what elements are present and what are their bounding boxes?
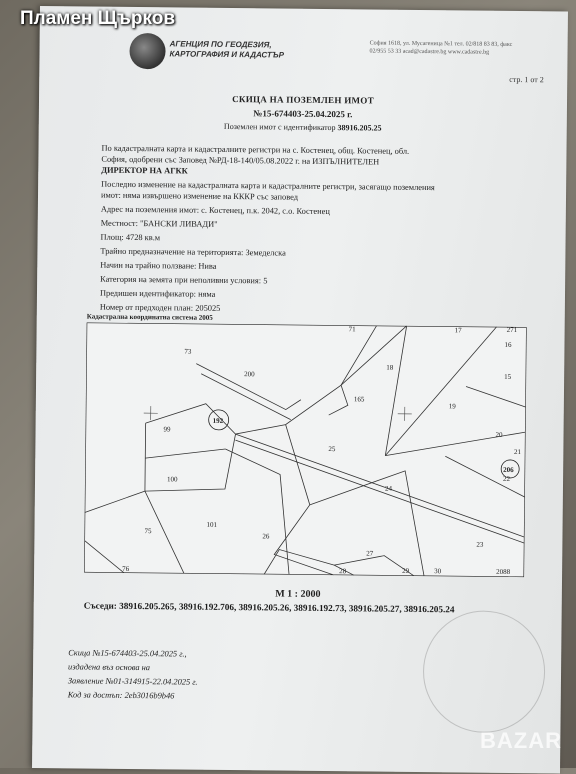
map-label: 2088 [496, 568, 511, 576]
usage-line: Начин на трайно ползване: Нива [100, 260, 520, 275]
footer-line: издадена въз основа на [68, 662, 150, 672]
map-label: 29 [402, 567, 410, 575]
text-line: Последно изменение на кадастралната карта и кадастралните регистри, засягащо поземления [101, 179, 521, 194]
locality-line: Местност: "БАНСКИ ЛИВАДИ" [101, 218, 521, 233]
map-label: 23 [476, 541, 484, 549]
map-label: 24 [385, 485, 393, 493]
text-line: София, одобрени със Заповед №РД-18-140/05.08.2022 г. на ИЗПЪЛНИТЕЛЕН [101, 154, 521, 169]
map-label: 16 [504, 341, 512, 349]
address-line: Адрес на поземления имот: с. Костенец, п.к. 2042, с.о. Костенец [101, 204, 521, 219]
map-label: 100 [167, 475, 178, 483]
footer-line: Скица №15-674403-25.04.2025 г., [68, 648, 186, 658]
property-id-value: 38916.205.25 [337, 123, 381, 132]
map-title: Кадастрална координатна система 2005 [87, 313, 213, 322]
text-line: имот: няма извършено изменение на КККР със заповед [101, 190, 521, 205]
map-label: 15 [504, 373, 512, 381]
map-label: 26 [262, 532, 270, 540]
map-label: 101 [207, 521, 218, 529]
footer-line: Заявление №01-314915-22.04.2025 г. [68, 676, 198, 686]
map-label: 18 [386, 364, 394, 372]
map-label: 73 [184, 348, 192, 356]
previous-id-line: Предишен идентификатор: няма [100, 288, 520, 303]
map-label: 192 [213, 417, 224, 425]
map-scale: М 1 : 2000 [34, 586, 562, 603]
map-label: 76 [122, 565, 130, 573]
map-label: 75 [144, 527, 152, 535]
map-label: 22 [503, 475, 511, 483]
neighbours-line: Съседи: 38916.205.265, 38916.192.706, 38916.205.26, 38916.192.73, 38916.205.27, 38916.205.24 [84, 600, 554, 615]
watermark-logo: BAZAR [480, 728, 562, 754]
agency-contacts: София 1618, ул. Мусагеница №1 тел. 02/818 83 83, факс 02/955 53 33 acad@cadastre.bg www.cadastre.bg [370, 39, 530, 57]
map-label: 165 [354, 395, 365, 403]
map-label: 27 [366, 549, 374, 557]
map-label: 25 [328, 445, 336, 453]
cadastral-map [84, 323, 527, 578]
category-line: Категория на земята при неполивни условия: 5 [100, 274, 520, 289]
document-number: №15-674403-25.04.2025 г. [39, 106, 567, 122]
area-line: Площ: 4728 кв.м [101, 232, 521, 247]
map-label: 30 [434, 567, 442, 575]
document-title: СКИЦА НА ПОЗЕМЛЕН ИМОТ [39, 92, 567, 108]
stamp-circle [422, 610, 545, 733]
map-label: 71 [349, 325, 357, 333]
map-label: 271 [507, 326, 518, 334]
access-code-line: Код за достъп: 2eb3016b9b46 [68, 690, 175, 700]
map-label: 19 [449, 402, 457, 410]
document-paper [32, 6, 568, 773]
map-label: 28 [339, 567, 347, 575]
text-line: ДИРЕКТОР НА АГКК [101, 165, 521, 180]
agency-logo [129, 33, 165, 69]
text-line: По кадастралната карта и кадастралните регистри на с. Костенец, общ. Костенец, обл. [101, 143, 521, 158]
map-label: 17 [455, 326, 463, 334]
property-id-line [39, 120, 567, 135]
agency-name: АГЕНЦИЯ ПО ГЕОДЕЗИЯ, КАРТОГРАФИЯ И КАДАСТЪР [169, 39, 309, 60]
purpose-line: Трайно предназначение на територията: Земеделска [100, 246, 520, 261]
map-label: 21 [514, 448, 522, 456]
previous-plan-line: Номер от предходен план: 205025 [100, 302, 520, 317]
map-label: 200 [244, 370, 255, 378]
map-label: 206 [503, 466, 514, 474]
map-label: 99 [164, 425, 172, 433]
map-label: 20 [495, 431, 503, 439]
poster-name[interactable]: Пламен Щърков [20, 8, 175, 30]
page-number: стр. 1 от 2 [509, 75, 544, 84]
property-id-prefix: Поземлен имот с идентификатор [224, 122, 336, 132]
